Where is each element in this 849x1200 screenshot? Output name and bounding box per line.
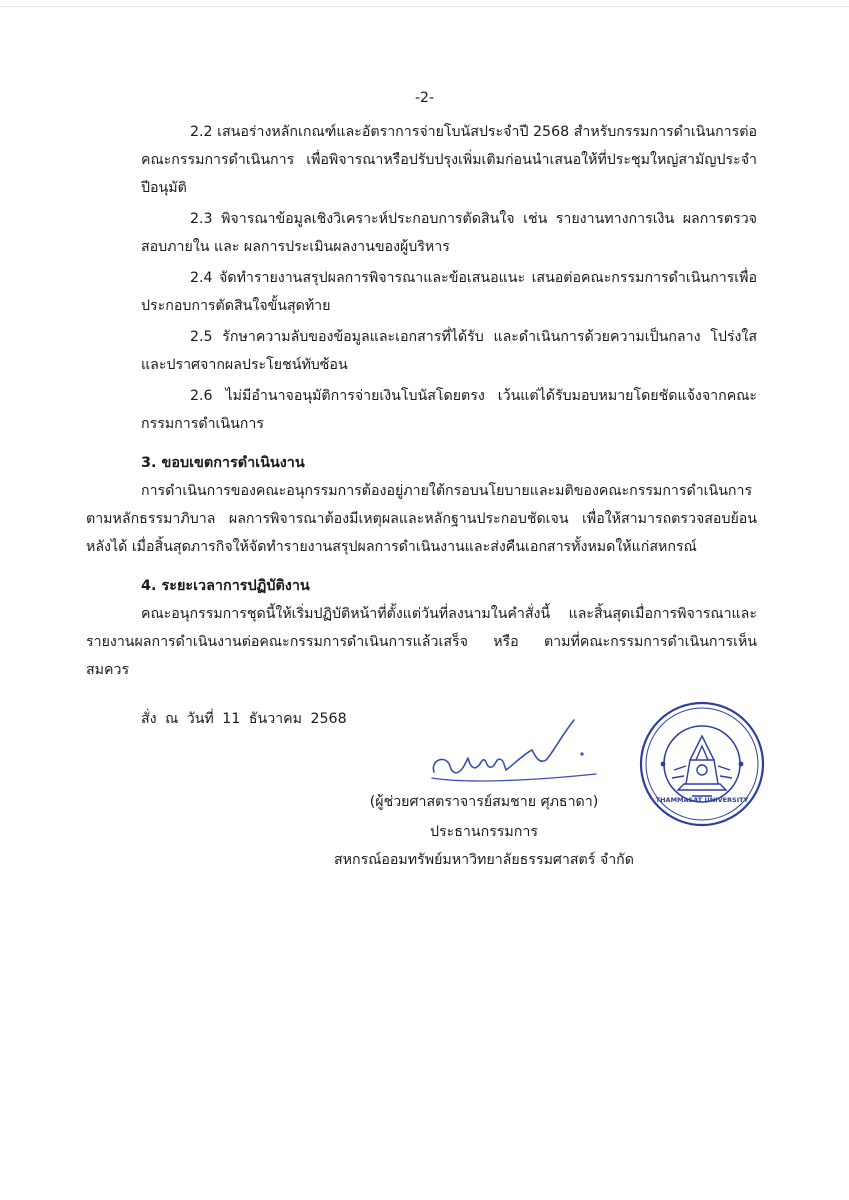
signer-organization: สหกรณ์ออมทรัพย์มหาวิทยาลัยธรรมศาสตร์ จำกัด <box>333 852 634 868</box>
page-top-edge <box>0 6 849 7</box>
signer-name: (ผู้ช่วยศาสตราจารย์สมชาย ศุภธาดา) <box>369 794 599 810</box>
page-number: -2- <box>414 90 434 106</box>
list-item: 2.6 ไม่มีอำนาจอนุมัติการจ่ายเงินโบนัสโดยตรง เว้นแต่ได้รับมอบหมายโดยชัดแจ้งจากคณะกรรมการดำเนินการ <box>141 388 757 432</box>
list-item: 2.5 รักษาความลับของข้อมูลและเอกสารที่ได้รับ และดำเนินการด้วยความเป็นกลาง โปร่งใสและปราศจากผลประโยชน์ทับซ้อน <box>141 329 757 373</box>
handwritten-signature <box>428 714 598 786</box>
order-date: สั่ง ณ วันที่ 11 ธันวาคม 2568 <box>141 711 347 727</box>
seal-english-text: THAMMASAT UNIVERSITY <box>655 796 749 804</box>
section-heading: 4. ระยะเวลาการปฏิบัติงาน <box>141 578 310 594</box>
section-heading: 3. ขอบเขตการดำเนินงาน <box>141 455 305 471</box>
list-item: 2.2 เสนอร่างหลักเกณฑ์และอัตราการจ่ายโบนัสประจำปี 2568 สำหรับกรรมการดำเนินการต่อคณะกรรมการดำเนินการ เพื่อพิจารณาหรือปรับปรุงเพิ่มเติมก่อนนำเสนอให้ที่ประชุมใหญ่สามัญประจำปีอนุมัติ <box>141 124 757 196</box>
document-body <box>86 118 757 687</box>
section-paragraph: การดำเนินการของคณะอนุกรรมการต้องอยู่ภายใต้กรอบนโยบายและมติของคณะกรรมการดำเนินการ ตามหลักธรรมาภิบาล ผลการพิจารณาต้องมีเหตุผลและหลักฐานประกอบชัดเจน เพื่อให้สามารถตรวจสอบย้อนหลังได้ เมื่อสิ้นสุดภารกิจให้จัดทำรายงานสรุปผลการดำเนินงานและส่งคืนเอกสารทั้งหมดให้แก่สหกรณ์ <box>86 483 757 555</box>
list-item: 2.4 จัดทำรายงานสรุปผลการพิจารณาและข้อเสนอแนะ เสนอต่อคณะกรรมการดำเนินการเพื่อประกอบการตัดสินใจขั้นสุดท้าย <box>141 270 757 314</box>
signer-position: ประธานกรรมการ <box>430 824 538 840</box>
list-item: 2.3 พิจารณาข้อมูลเชิงวิเคราะห์ประกอบการตัดสินใจ เช่น รายงานทางการเงิน ผลการตรวจสอบภายใน และ ผลการประเมินผลงานของผู้บริหาร <box>141 211 757 255</box>
section-paragraph: คณะอนุกรรมการชุดนี้ให้เริ่มปฏิบัติหน้าที่ตั้งแต่วันที่ลงนามในคำสั่งนี้ และสิ้นสุดเมื่อการพิจารณาและรายงานผลการดำเนินงานต่อคณะกรรมการดำเนินการแล้วเสร็จ หรือ ตามที่คณะกรรมการดำเนินการเห็นสมควร <box>86 606 757 678</box>
cooperative-seal-stamp <box>638 700 766 828</box>
